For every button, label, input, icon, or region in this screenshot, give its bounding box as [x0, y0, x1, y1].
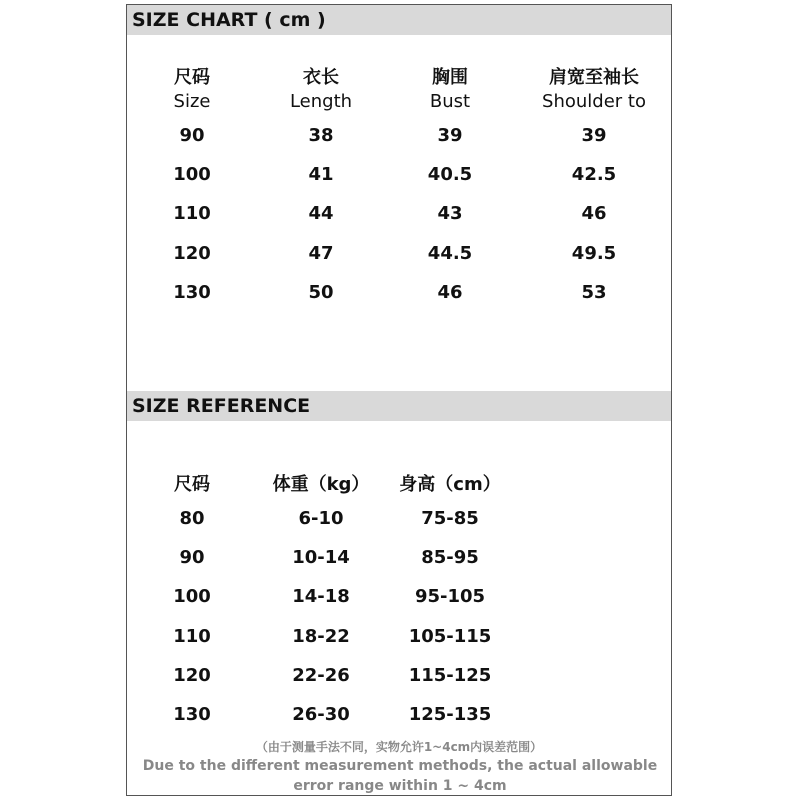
measurement-note-en: Due to the different measurement methods, the actual allowable error range within 1 ~ 4cm — [142, 758, 658, 794]
size-chart-header-shoulder-en: Shoulder to — [542, 91, 646, 112]
table-cell: 46 — [581, 203, 607, 224]
size-chart-header-bust-zh: 胸围 — [432, 67, 468, 88]
size-chart-header-length-en: Length — [289, 91, 353, 112]
table-cell: 100 — [173, 586, 211, 607]
table-cell: 115-125 — [408, 665, 492, 686]
table-cell: 22-26 — [292, 665, 350, 686]
table-cell: 110 — [173, 203, 211, 224]
table-cell: 47 — [308, 243, 334, 264]
table-cell: 40.5 — [427, 164, 473, 185]
table-cell: 120 — [173, 665, 211, 686]
table-cell: 14-18 — [292, 586, 350, 607]
table-cell: 95-105 — [414, 586, 486, 607]
table-cell: 125-135 — [408, 704, 492, 725]
table-cell: 130 — [173, 704, 211, 725]
table-cell: 49.5 — [571, 243, 617, 264]
table-cell: 38 — [308, 125, 334, 146]
size-chart-card — [126, 4, 672, 796]
table-cell: 6-10 — [298, 508, 344, 529]
size-reference-header-size: 尺码 — [174, 474, 210, 495]
table-cell: 39 — [437, 125, 463, 146]
table-cell: 41 — [308, 164, 334, 185]
table-cell: 39 — [581, 125, 607, 146]
table-cell: 130 — [173, 282, 211, 303]
table-cell: 120 — [173, 243, 211, 264]
size-chart-title: SIZE CHART ( cm ) — [127, 5, 671, 35]
table-cell: 42.5 — [571, 164, 617, 185]
size-reference-header-height: 身高（cm） — [399, 474, 501, 495]
size-chart-header-length-zh: 衣长 — [303, 67, 339, 88]
size-chart-header-bust-en: Bust — [429, 91, 471, 112]
table-cell: 44 — [308, 203, 334, 224]
table-cell: 85-95 — [421, 547, 479, 568]
table-cell: 26-30 — [292, 704, 350, 725]
table-cell: 75-85 — [421, 508, 479, 529]
table-cell: 44.5 — [427, 243, 473, 264]
size-reference-header-weight: 体重（kg） — [272, 474, 370, 495]
table-cell: 43 — [437, 203, 463, 224]
size-chart-header-size-en: Size — [173, 91, 211, 112]
table-cell: 50 — [308, 282, 334, 303]
table-cell: 46 — [437, 282, 463, 303]
size-reference-title: SIZE REFERENCE — [127, 391, 671, 421]
table-cell: 100 — [173, 164, 211, 185]
measurement-note-zh: （由于测量手法不同，实物允许1~4cm内误差范围） — [255, 740, 543, 754]
table-cell: 18-22 — [292, 626, 350, 647]
table-cell: 90 — [179, 125, 205, 146]
size-chart-header-shoulder-zh: 肩宽至袖长 — [549, 67, 639, 88]
table-cell: 90 — [179, 547, 205, 568]
table-cell: 10-14 — [292, 547, 350, 568]
size-chart-header-size-zh: 尺码 — [174, 67, 210, 88]
table-cell: 105-115 — [408, 626, 492, 647]
table-cell: 80 — [179, 508, 205, 529]
table-cell: 53 — [581, 282, 607, 303]
table-cell: 110 — [173, 626, 211, 647]
